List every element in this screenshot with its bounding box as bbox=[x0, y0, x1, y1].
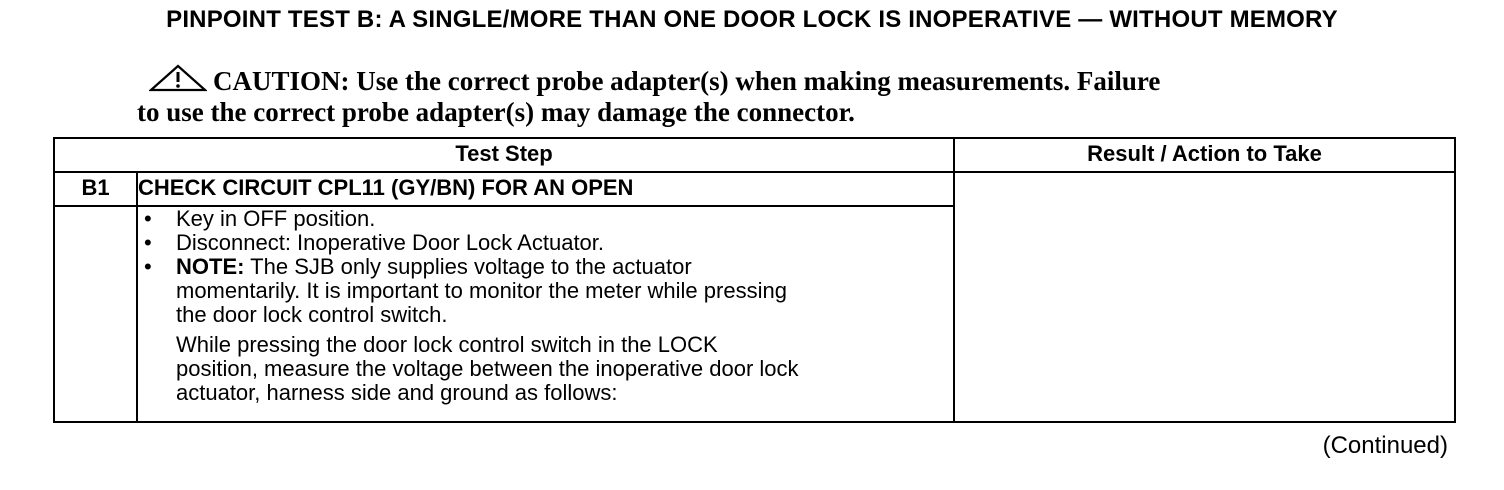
bullet-text-2: Disconnect: Inoperative Door Lock Actuator. bbox=[176, 230, 605, 255]
caution-label: CAUTION: bbox=[213, 66, 350, 96]
warning-triangle-icon bbox=[149, 64, 207, 92]
caution-line-2: to use the correct probe adapter(s) may damage the connector. bbox=[137, 97, 855, 127]
caution-notice bbox=[137, 64, 1437, 128]
paragraph-line-3: actuator, harness side and ground as follows: bbox=[176, 380, 618, 405]
result-action-cell bbox=[954, 172, 1455, 422]
list-item: • Key in OFF position. bbox=[144, 206, 376, 231]
list-item: • Disconnect: Inoperative Door Lock Actuator. bbox=[144, 230, 605, 255]
continued-label: (Continued) bbox=[1322, 432, 1448, 459]
note-text-1: The SJB only supplies voltage to the actuator bbox=[244, 254, 692, 279]
bullet-text-1: Key in OFF position. bbox=[176, 206, 376, 231]
caution-text-1: Use the correct probe adapter(s) when making measurements. Failure bbox=[356, 66, 1161, 96]
header-test-step: Test Step bbox=[54, 138, 954, 172]
step-id-spacer bbox=[54, 206, 137, 422]
page-title: PINPOINT TEST B: A SINGLE/MORE THAN ONE DOOR LOCK IS INOPERATIVE — WITHOUT MEMORY bbox=[166, 6, 1338, 33]
table-header-row bbox=[54, 138, 1455, 172]
step-body bbox=[137, 206, 954, 422]
step-instruction-paragraph bbox=[176, 333, 953, 405]
caution-line-1 bbox=[137, 64, 1437, 97]
step-bullet-list bbox=[138, 207, 953, 327]
pinpoint-test-table bbox=[53, 137, 1456, 423]
note-text-3: the door lock control switch. bbox=[176, 302, 448, 327]
step-id: B1 bbox=[54, 172, 137, 206]
header-result-action: Result / Action to Take bbox=[954, 138, 1455, 172]
note-label: NOTE: bbox=[176, 254, 245, 279]
paragraph-line-2: position, measure the voltage between the inoperative door lock bbox=[176, 356, 799, 381]
note-text-2: momentarily. It is important to monitor the meter while pressing bbox=[176, 278, 787, 303]
step-title: CHECK CIRCUIT CPL11 (GY/BN) FOR AN OPEN bbox=[137, 172, 954, 206]
paragraph-line-1: While pressing the door lock control switch in the LOCK bbox=[176, 332, 718, 357]
list-item: • NOTE: The SJB only supplies voltage to the actuator momentarily. It is important to monitor the meter while pressing the door lock control switch. bbox=[144, 254, 787, 327]
step-title-row bbox=[54, 172, 1455, 206]
